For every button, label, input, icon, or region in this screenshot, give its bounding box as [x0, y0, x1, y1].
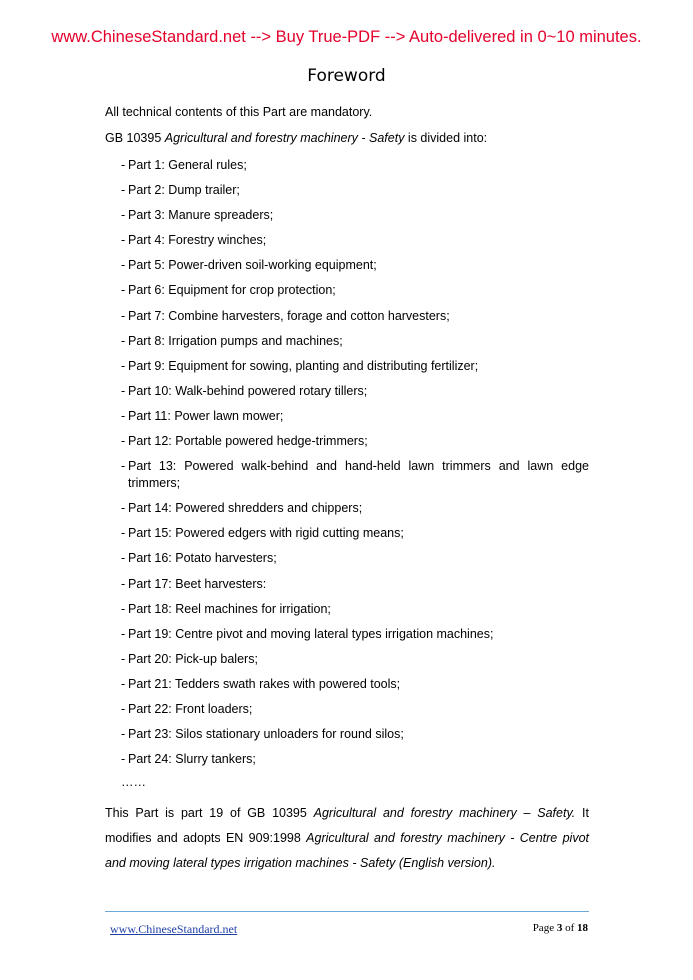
list-dash: -: [121, 459, 126, 474]
list-item: [105, 550, 589, 567]
list-item-text: Part 12: Portable powered hedge-trimmers;: [128, 434, 368, 449]
list-dash: -: [121, 752, 126, 767]
closing-paragraph: [105, 801, 589, 876]
list-item: [105, 383, 589, 400]
list-item: [105, 458, 589, 492]
intro-paragraph: All technical contents of this Part are mandatory.: [105, 105, 373, 119]
list-item: [105, 525, 589, 542]
list-dash: -: [121, 526, 126, 541]
list-item-text: Part 4: Forestry winches;: [128, 233, 267, 248]
closing-italic-2: Agricultural and forestry machinery - Centre pivot and moving lateral types irrigation machines - Safety (English version).: [105, 831, 590, 871]
list-item-text: Part 2: Dump trailer;: [128, 183, 240, 198]
list-item-text: Part 24: Slurry tankers;: [128, 752, 256, 767]
list-item-text: Part 1: General rules;: [128, 158, 247, 172]
list-dash: -: [121, 258, 126, 273]
list-item: [105, 576, 589, 593]
document-body: [105, 104, 589, 889]
list-dash: -: [121, 626, 126, 641]
parts-list: [105, 157, 589, 768]
list-item: [105, 726, 589, 743]
list-dash: -: [121, 358, 126, 373]
division-prefix: GB 10395: [105, 131, 165, 145]
page-title: Foreword: [307, 66, 386, 86]
list-item-text: Part 11: Power lawn mower;: [128, 408, 284, 423]
list-item: [105, 308, 589, 325]
list-dash: -: [121, 208, 126, 223]
list-dash: -: [121, 727, 126, 742]
closing-text-2: It modifies and adopts EN 909:1998: [105, 806, 590, 846]
list-dash: -: [121, 501, 126, 516]
list-item: [105, 358, 589, 375]
list-dash: -: [121, 383, 126, 398]
list-dash: -: [121, 551, 126, 566]
list-item-text: Part 7: Combine harvesters, forage and cotton harvesters;: [128, 308, 450, 323]
list-item-text: Part 14: Powered shredders and chippers;: [128, 501, 363, 516]
promo-banner[interactable]: www.ChineseStandard.net --> Buy True-PDF --> Auto-delivered in 0~10 minutes.: [51, 28, 642, 46]
list-dash: -: [121, 308, 126, 323]
footer-link[interactable]: www.ChineseStandard.net: [110, 922, 238, 936]
page-current: 3: [556, 922, 563, 934]
list-item: [105, 601, 589, 618]
footer-divider: [105, 911, 589, 912]
list-dash: -: [121, 701, 126, 716]
list-item-text: Part 16: Potato harvesters;: [128, 551, 277, 566]
list-dash: -: [121, 676, 126, 691]
list-item: [105, 433, 589, 450]
list-item-text: Part 9: Equipment for sowing, planting and distributing fertilizer;: [128, 358, 479, 373]
list-dash: -: [121, 158, 126, 172]
list-item: [105, 751, 589, 768]
list-dash: -: [121, 408, 126, 423]
page-total: 18: [577, 922, 588, 934]
list-item-text: Part 8: Irrigation pumps and machines;: [128, 333, 343, 348]
list-item-text: Part 20: Pick-up balers;: [128, 651, 258, 666]
list-dash: -: [121, 576, 126, 591]
list-dash: -: [121, 333, 126, 348]
division-suffix: is divided into:: [404, 131, 488, 145]
page-of: of: [562, 922, 577, 934]
list-item: [105, 232, 589, 249]
list-item: [105, 408, 589, 425]
page-prefix: Page: [532, 922, 557, 934]
page-number: [533, 922, 588, 934]
list-dash: -: [121, 651, 126, 666]
list-item: [105, 500, 589, 517]
list-item: [105, 626, 589, 643]
list-item: [105, 701, 589, 718]
division-title: Agricultural and forestry machinery - Safety: [164, 131, 405, 145]
list-dash: -: [121, 434, 126, 449]
list-dash: -: [121, 283, 126, 298]
division-paragraph: [105, 130, 589, 147]
list-item: [105, 333, 589, 350]
closing-text-1: This Part is part 19 of GB 10395: [105, 806, 314, 821]
list-item-text: Part 21: Tedders swath rakes with powered tools;: [128, 676, 401, 691]
list-item-text: Part 3: Manure spreaders;: [128, 208, 274, 223]
list-item-text: Part 5: Power-driven soil-working equipment;: [128, 258, 377, 273]
list-item-text: Part 13: Powered walk-behind and hand-held lawn trimmers and lawn edge trimmers;: [128, 459, 589, 491]
list-item: [105, 157, 589, 174]
list-dash: -: [121, 233, 126, 248]
closing-italic-1: Agricultural and forestry machinery – Safety.: [313, 806, 576, 821]
list-item-text: Part 22: Front loaders;: [128, 701, 253, 716]
list-dash: -: [121, 183, 126, 198]
list-item-text: Part 18: Reel machines for irrigation;: [128, 601, 331, 616]
list-item-text: Part 23: Silos stationary unloaders for round silos;: [128, 727, 404, 742]
list-item: [105, 207, 589, 224]
list-item-text: Part 19: Centre pivot and moving lateral types irrigation machines;: [128, 626, 494, 641]
list-item: [105, 182, 589, 199]
list-dash: -: [121, 601, 126, 616]
list-item: [105, 257, 589, 274]
list-item-text: Part 10: Walk-behind powered rotary tillers;: [128, 383, 368, 398]
ellipsis: ……: [121, 775, 146, 790]
list-item-text: Part 15: Powered edgers with rigid cutting means;: [128, 526, 404, 541]
list-item: [105, 651, 589, 668]
list-item-text: Part 6: Equipment for crop protection;: [128, 283, 336, 298]
list-item: [105, 282, 589, 299]
list-item-text: Part 17: Beet harvesters:: [128, 576, 267, 591]
list-item: [105, 676, 589, 693]
